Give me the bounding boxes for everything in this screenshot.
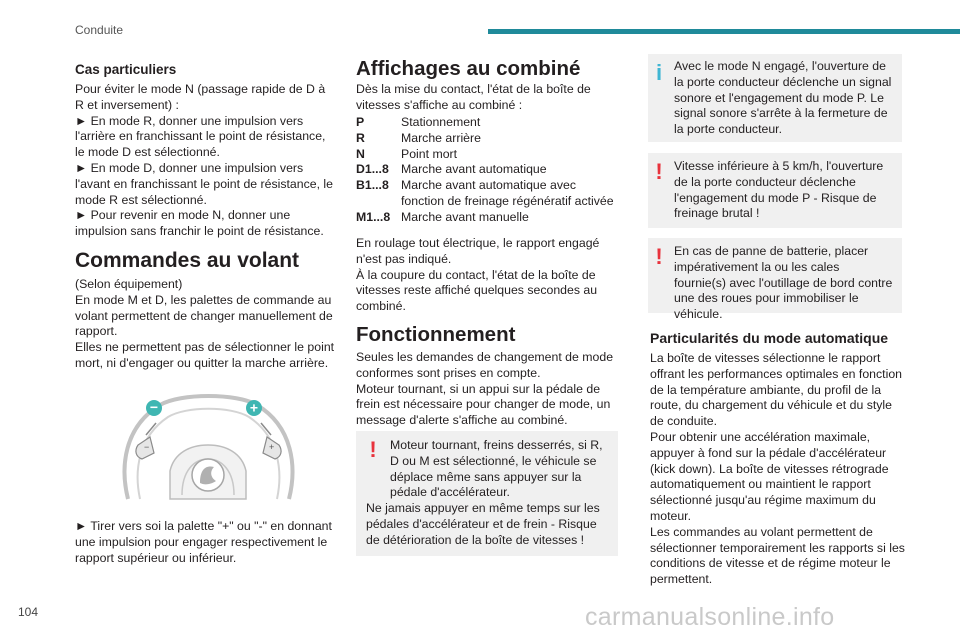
warning-batterie-text: En cas de panne de batterie, placer impérativement la ou les cales fournie(s) avec l'outillage de bord contre une des roues pour immobiliser le véhicule. — [674, 244, 893, 322]
mode-code: M1...8 — [356, 209, 391, 224]
header-accent-bar — [488, 29, 960, 34]
steering-wheel-illustration — [110, 387, 307, 502]
mode-row — [356, 178, 621, 210]
cas-bullet-1: ► En mode R, donner une impulsion vers l'arrière en franchissant le point de résistance, le mode D est sélectionné. — [75, 113, 326, 160]
cas-intro: Pour éviter le mode N (passage rapide de D à R et inversement) : — [75, 82, 326, 112]
warning-icon: ! — [655, 244, 663, 269]
warning-moteur-text: Moteur tournant, freins desserrés, si R, D ou M est sélectionné, le véhicule se déplace même sans appuyer sur la pédale d'accélérateur. — [390, 438, 603, 500]
mode-row — [356, 131, 621, 147]
mode-label: Marche avant automatique avec fonction de freinage régénératif activée — [401, 178, 614, 208]
mode-code: D1...8 — [356, 162, 389, 177]
warning-icon: ! — [369, 437, 377, 462]
warning-callout-vitesse — [648, 153, 902, 228]
mode-code: N — [356, 146, 365, 161]
mode-label: Marche avant automatique — [401, 162, 547, 177]
fonctionnement-heading: Fonctionnement — [356, 323, 516, 346]
warning-icon: ! — [655, 159, 663, 184]
cas-particuliers-body — [75, 82, 337, 240]
automatique-paragraph-1: La boîte de vitesses sélectionne le rapport offrant les performances optimales en fonction de la température ambiante, du profil de la route, du chargement du véhicule et du style de conduite. — [650, 351, 902, 429]
affichages-paragraph-2: À la coupure du contact, l'état de la boîte de vitesses reste affiché quelques secondes au combiné. — [356, 267, 598, 314]
watermark: carmanualsonline.info — [585, 603, 835, 631]
page-number: 104 — [18, 605, 39, 619]
info-callout-porte — [648, 54, 902, 142]
cas-bullet-2: ► En mode D, donner une impulsion vers l'avant en franchissant le point de résistance, le mode R est sélectionné. — [75, 160, 334, 207]
mode-label: Marche avant manuelle — [401, 209, 529, 224]
mode-label: Stationnement — [401, 115, 481, 129]
mode-row — [356, 115, 621, 131]
mode-automatique-heading: Particularités du mode automatique — [650, 330, 889, 346]
warning-callout-moteur — [356, 431, 618, 556]
warning-callout-batterie — [648, 238, 902, 322]
affichages-combine-heading: Affichages au combiné — [356, 57, 581, 80]
commandes-volant-heading: Commandes au volant — [75, 249, 300, 272]
mode-row — [356, 147, 621, 163]
cas-particuliers-heading: Cas particuliers — [75, 62, 177, 77]
section-title: Conduite — [75, 23, 124, 37]
fonctionnement-body — [356, 350, 618, 429]
mode-code: R — [356, 130, 365, 145]
gear-modes-table — [356, 115, 621, 226]
plus-symbol: + — [249, 399, 259, 416]
mode-row — [356, 210, 621, 226]
info-porte-text: Avec le mode N engagé, l'ouverture de la porte conducteur déclenche un signal sonore et l'engagement du mode P. Le signal sonore s'arrête à la fermeture de la porte conducteur. — [674, 59, 892, 137]
minus-symbol: − — [149, 399, 159, 415]
mode-code: P — [356, 115, 365, 129]
fonctionnement-paragraph-2: Moteur tournant, si un appui sur la pédale de frein est nécessaire pour changer de mode, un message d'alerte s'affiche au combiné. — [356, 381, 611, 428]
commandes-volant-body — [75, 277, 337, 372]
affichages-paragraph-1: En roulage tout électrique, le rapport engagé n'est pas indiqué. — [356, 236, 600, 266]
tirer-palette-instruction: ► Tirer vers soi la palette "+" ou "-" en donnant une impulsion pour engager respectivement le rapport supérieur ou inférieur. — [75, 519, 332, 565]
automatique-paragraph-3: Les commandes au volant permettent de sélectionner temporairement les rapports si les conditions de vitesse et de régime moteur le permettent. — [650, 524, 905, 587]
volant-equipment-note: (Selon équipement) — [75, 277, 183, 291]
affichages-body — [356, 236, 606, 315]
warning-vitesse-text: Vitesse inférieure à 5 km/h, l'ouverture de la porte conducteur déclenche l'engagement du mode P - Risque de freinage brutal ! — [674, 159, 884, 221]
fonctionnement-paragraph-1: Seules les demandes de changement de mode conformes sont prises en compte. — [356, 350, 614, 380]
mode-automatique-body — [650, 351, 906, 588]
mode-row — [356, 162, 621, 178]
cas-bullet-3: ► Pour revenir en mode N, donner une impulsion sans franchir le point de résistance. — [75, 208, 324, 239]
mode-label: Marche arrière — [401, 130, 481, 145]
volant-paragraph-1: En mode M et D, les palettes de commande au volant permettent de changer manuellement de rapport. — [75, 292, 333, 339]
volant-paragraph-2: Elles ne permettent pas de sélectionner le point mort, ni d'engager ou quitter la marche arrière. — [75, 340, 335, 370]
automatique-paragraph-2: Pour obtenir une accélération maximale, appuyer à fond sur la pédale d'accélérateur (kick down). La boîte de vitesses rétrograde automatiquement ou maintient le rapport sélectionné jusqu'au régime maximum du moteur. — [650, 429, 889, 523]
mode-code: B1...8 — [356, 178, 389, 193]
warning-pedales-text: Ne jamais appuyer en même temps sur les pédales d'accélérateur et de frein - Risque de détérioration de la boîte de vitesses ! — [366, 501, 600, 547]
minus-paddle-icon — [146, 399, 162, 416]
affichages-intro: Dès la mise du contact, l'état de la boîte de vitesses s'affiche au combiné : — [356, 82, 591, 112]
info-icon: i — [655, 60, 663, 85]
mode-label: Point mort — [401, 146, 458, 161]
svg-text:+: + — [269, 442, 275, 452]
svg-text:−: − — [144, 442, 150, 452]
